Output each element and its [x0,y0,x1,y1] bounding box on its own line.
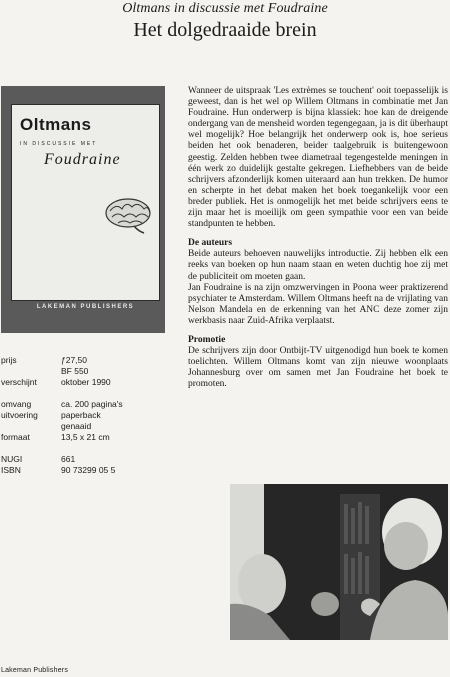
cover-title: Oltmans [20,115,92,134]
main-text [188,86,448,390]
detail-value: ƒ27,50 [61,355,87,365]
detail-label: NUGI [1,454,23,464]
authors-photo [230,484,448,640]
detail-row [1,432,171,443]
detail-row [1,366,171,377]
detail-label: uitvoering [1,410,38,420]
detail-row [1,454,171,465]
detail-label: ISBN [1,465,21,475]
detail-label: formaat [1,432,30,442]
book-cover [1,86,165,333]
detail-value: oktober 1990 [61,377,111,387]
detail-row [1,465,171,476]
promotion-heading: Promotie [188,334,226,345]
detail-value: 90 73299 05 5 [61,465,116,475]
detail-row [1,399,171,410]
page-title: Het dolgedraaide brein [133,19,317,41]
detail-value: paperback [61,410,101,420]
detail-row [1,355,171,366]
detail-value: genaaid [61,421,92,431]
photo-icon [230,484,448,640]
detail-row [1,421,171,432]
cover-name: Foudraine [44,151,121,168]
detail-value: BF 550 [61,366,89,376]
header [0,0,450,42]
promotion-paragraph: De schrijvers zijn door Ontbijt-TV uitgenodigd hun boek te komen toelichten. Willem Oltmans komt van zijn nieuwe woonplaats Johannesburg over om samen met Jan Foudraine het boek te promoten. [188,346,448,390]
cover-middle-text: IN DISCUSSIE MET [20,141,98,147]
detail-label [1,366,61,377]
detail-label: prijs [1,355,17,365]
detail-row [1,410,171,421]
detail-label [1,421,61,432]
authors-paragraph-2: Jan Foudraine is na zijn omzwervingen in Poona weer praktizerend psychiater te Amsterdam. Willem Oltmans heeft na de vrijlating van Nelson Mandela en de erkenning van het ANC deze zomer zijn werkbasis naar Zuid-Afrika verplaatst. [188,282,448,326]
footer-publisher: Lakeman Publishers [1,667,69,674]
brain-icon [104,195,156,235]
authors-paragraph-1: Beide auteurs behoeven nauwelijks introductie. Zij hebben elk een reeks van boeken op hun naam staan en weten duchtig hoe zij met de publiciteit om moeten gaan. [188,249,448,282]
book-details [1,355,171,476]
intro-paragraph: Wanneer de uitspraak 'Les extrèmes se touchent' ooit toepasselijk is geweest, dan is het wel op Willem Oltmans in combinatie met Jan Foudraine. Hun onderwerp is bijna klassiek: hoe kan de dreigende ondergang van de mensheid worden tegengegaan, ja is dit überhaupt wel mogelijk? Hoe belangrijk het onderwerp ook is, hoe serieus beiden het ook benaderen, beider taalgebruik is buitengewoon geestig. Zelden hebben twee diametraal tegengestelde meningen in één werk zo duidelijk gestalte gekregen. Liefhebbers van de beide schrijvers afzonderlijk komen uiteraard aan hun trekken. De humor en scherpte in het debat maken het boek toegankelijk voor een breder publiek. Het is onmogelijk het met beide schrijvers eens te zijn maar het is moeilijk om geen sympathie voor een van beide standpunten te hebben. [188,86,448,230]
detail-value: ca. 200 pagina's [61,399,123,409]
page-subtitle: Oltmans in discussie met Foudraine [122,1,328,16]
detail-label: verschijnt [1,377,37,387]
detail-row [1,377,171,388]
authors-heading: De auteurs [188,238,233,249]
cover-publisher: LAKEMAN PUBLISHERS [36,304,135,310]
detail-label: omvang [1,399,32,409]
cover-panel [11,104,160,301]
detail-value: 13,5 x 21 cm [61,432,110,442]
detail-value: 661 [61,454,76,464]
